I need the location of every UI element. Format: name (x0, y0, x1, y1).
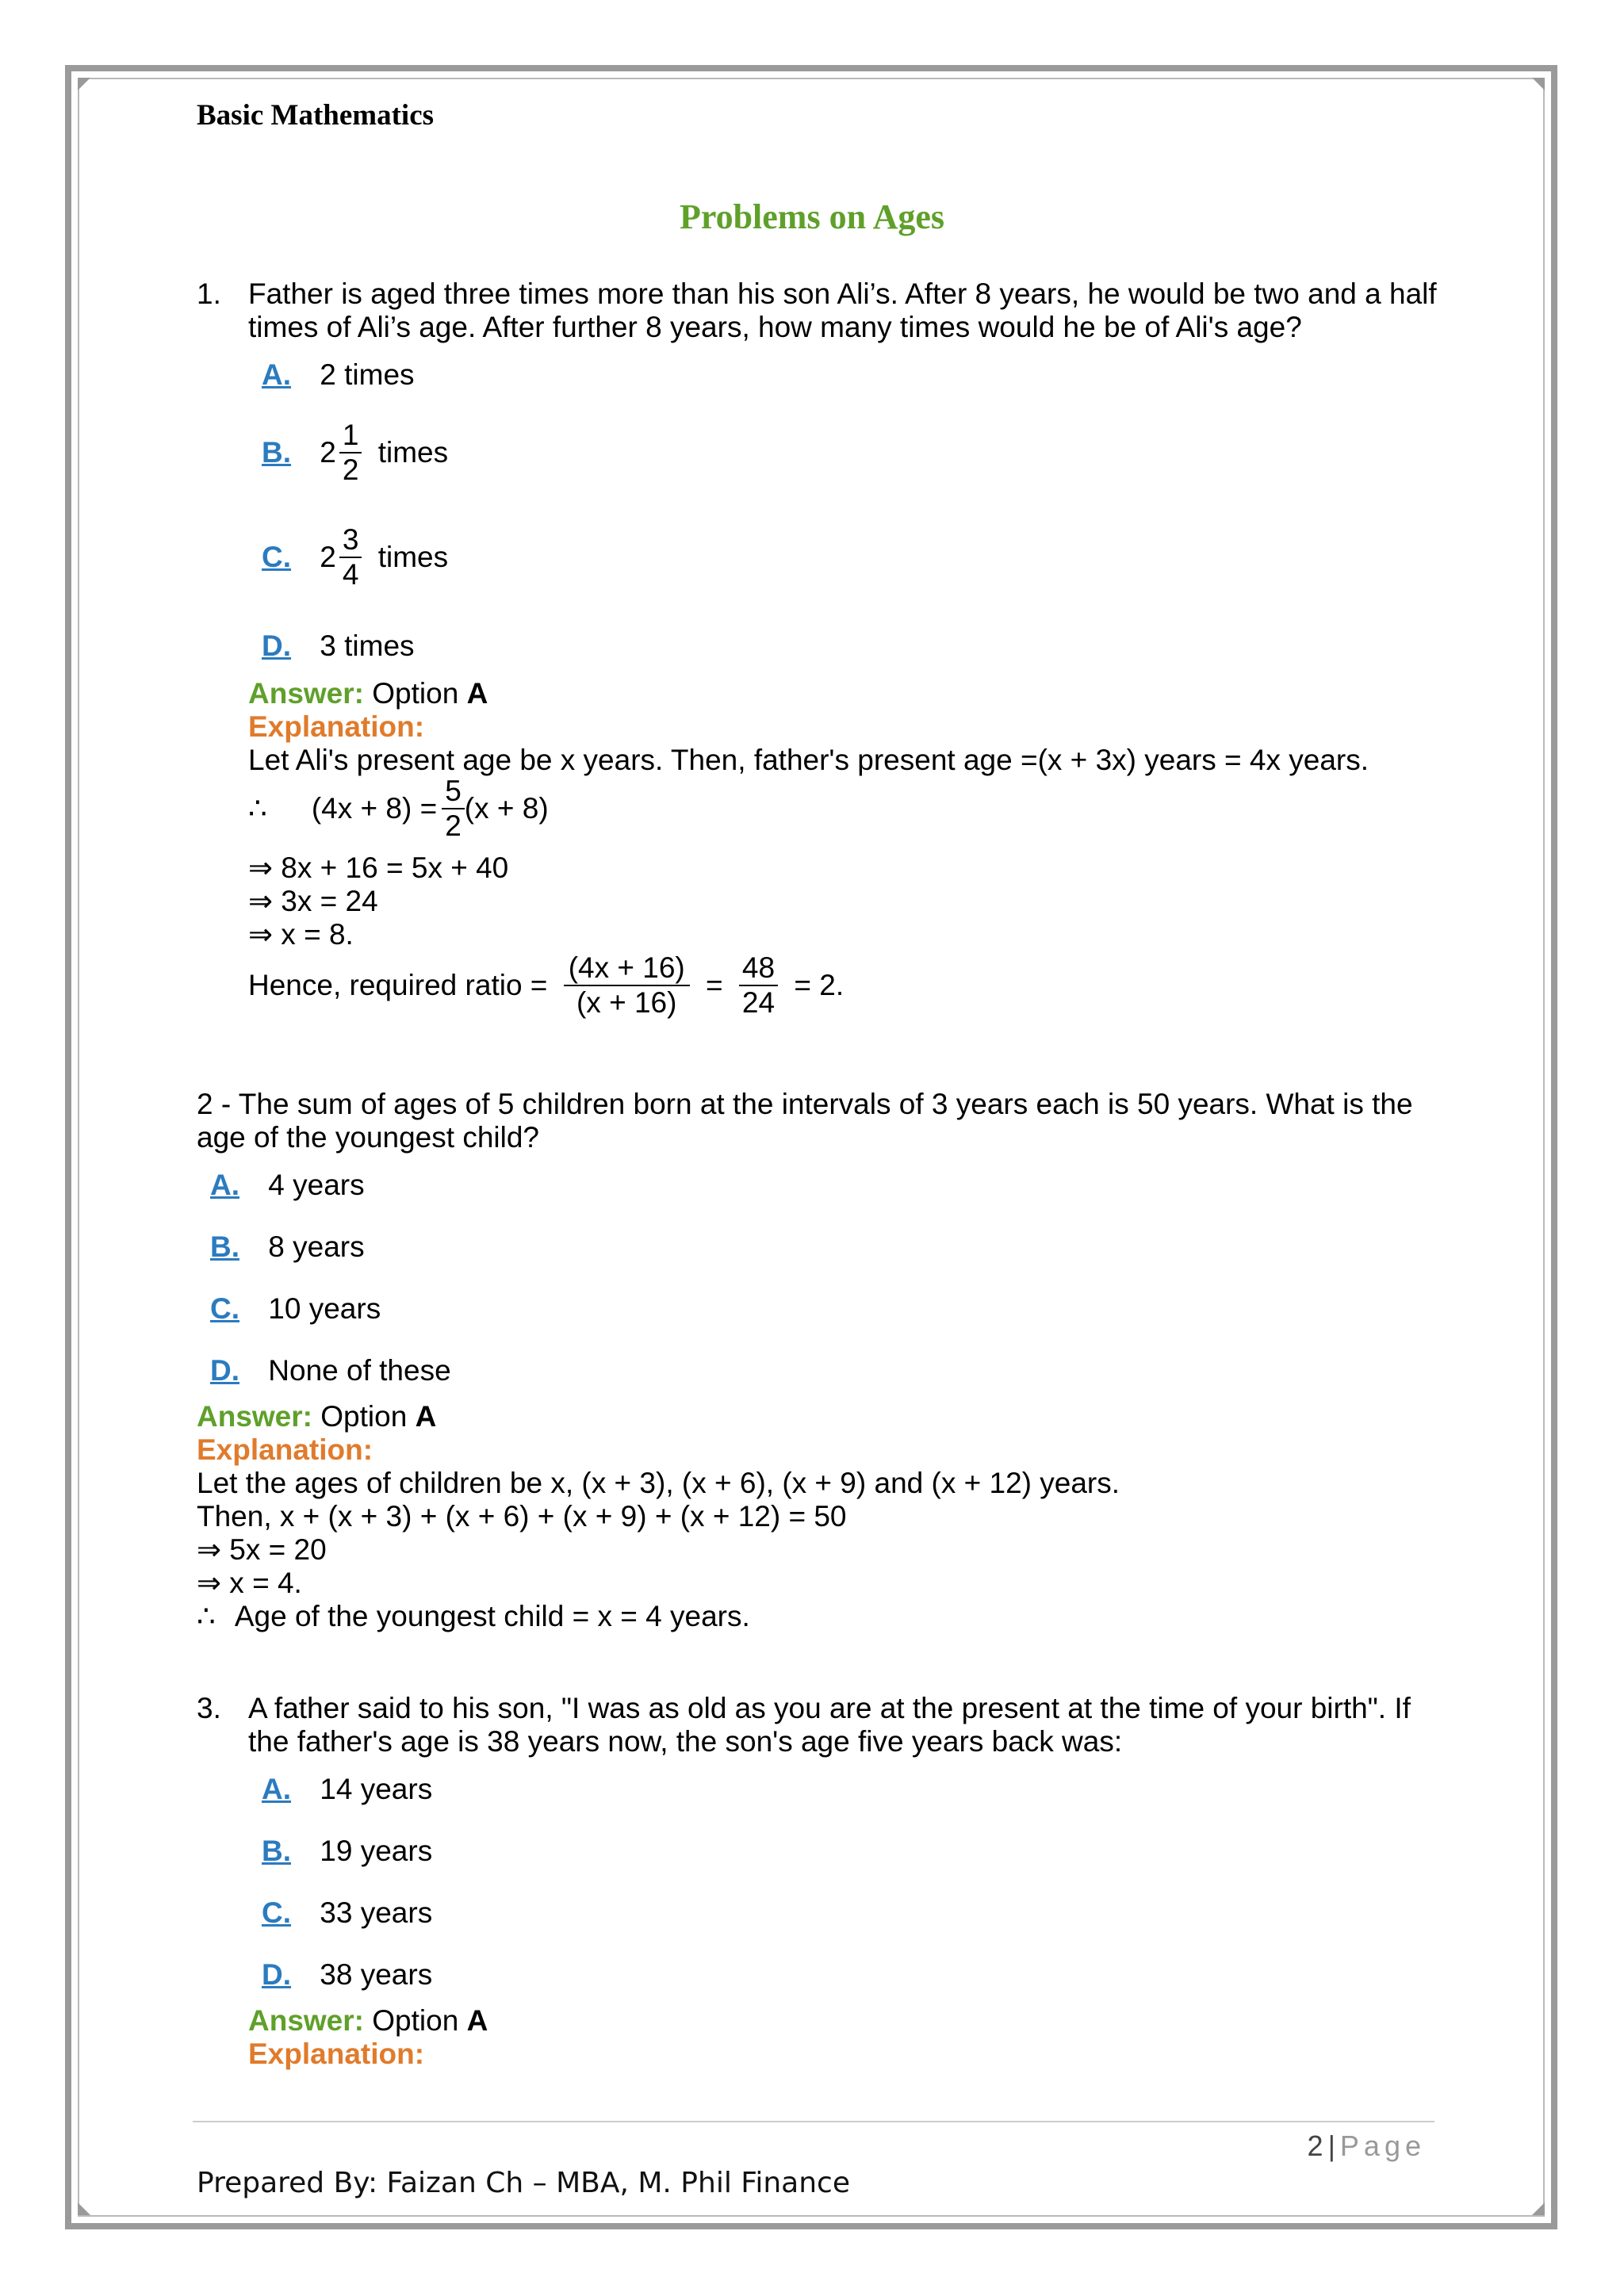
page-number (1308, 2130, 1426, 2163)
q1-text-line2: times of Ali’s age. After further 8 years, how many times would he be of Ali's age? (248, 311, 1302, 343)
q1-option-b-row[interactable] (262, 419, 448, 487)
q2-option-a-link[interactable]: A. (210, 1169, 239, 1201)
q3-option-c-row[interactable] (262, 1896, 432, 1930)
therefore-symbol: ∴ (197, 1599, 216, 1633)
q2-step1-text: 5x = 20 (229, 1533, 327, 1566)
q2-explanation-line2: Then, x + (x + 3) + (x + 6) + (x + 9) + (x + 12) = 50 (197, 1500, 847, 1533)
q1-answer (248, 677, 488, 710)
footer-divider (193, 2121, 1434, 2122)
q2-step2 (197, 1567, 302, 1600)
q3-explanation-label: Explanation: (248, 2038, 425, 2070)
corner-ornament-top-left (78, 78, 90, 90)
q1-option-c-row[interactable] (262, 523, 448, 591)
prepared-by: Prepared By: Faizan Ch – MBA, M. Phil Finance (197, 2167, 850, 2199)
corner-ornament-top-right (1532, 78, 1545, 90)
q2-answer (197, 1400, 436, 1433)
q1-ratio-equals: = (706, 969, 723, 1001)
q1-step3-text: x = 8. (281, 918, 354, 951)
q3-option-c-link[interactable]: C. (262, 1896, 291, 1929)
therefore-symbol: ∴ (248, 791, 267, 825)
q1-ratio-numerator2: 48 (739, 951, 778, 986)
q1-equation-denominator: 2 (445, 809, 462, 842)
q3-option-a-link[interactable]: A. (262, 1773, 291, 1805)
q1-ratio (248, 951, 844, 1020)
page-title: Problems on Ages (679, 197, 945, 236)
q3-option-d-row[interactable] (262, 1958, 432, 1992)
q1-ratio-fraction (564, 951, 690, 1020)
q2-option-b-link[interactable]: B. (210, 1230, 239, 1263)
q1-number: 1. (197, 277, 221, 310)
corner-ornament-bottom-left (78, 2202, 90, 2215)
q3-number: 3. (197, 1692, 221, 1724)
q1-step2 (248, 885, 378, 918)
implies-symbol: ⇒ (248, 917, 274, 951)
q2-step3-text: Age of the youngest child = x = 4 years. (234, 1600, 750, 1632)
q2-option-c-text: 10 years (268, 1292, 381, 1325)
q1-option-b-numerator: 1 (339, 419, 362, 453)
q2-answer-label: Answer: (197, 1400, 312, 1433)
q3-answer (248, 2004, 488, 2038)
q1-option-b-text: times (377, 436, 449, 469)
q1-step3 (248, 918, 354, 951)
q1-option-c-link[interactable]: C. (262, 541, 291, 573)
q1-option-c-whole: 2 (320, 541, 336, 573)
q1-ratio-denominator2: 24 (741, 986, 776, 1019)
q3-text-line1: A father said to his son, "I was as old as you are at the present at the time of your birth". If (248, 1692, 1411, 1724)
q1-equation-right: (x + 8) (464, 792, 549, 825)
page-number-separator: | (1327, 2130, 1335, 2162)
q2-answer-text: Option (320, 1400, 408, 1433)
q2-answer-letter: A (415, 1400, 437, 1433)
q3-text-line2: the father's age is 38 years now, the son's age five years back was: (248, 1725, 1123, 1758)
q1-answer-text: Option (372, 677, 459, 710)
q1-option-b-whole: 2 (320, 436, 336, 469)
q1-option-b-link[interactable]: B. (262, 436, 291, 469)
q3-answer-text: Option (372, 2004, 459, 2037)
q1-option-d-link[interactable]: D. (262, 629, 291, 662)
q1-step1 (248, 851, 508, 885)
q1-answer-letter: A (466, 677, 488, 710)
q3-option-a-text: 14 years (320, 1773, 433, 1805)
q1-option-c-numerator: 3 (339, 523, 362, 558)
q1-explanation-line1: Let Ali's present age be x years. Then, father's present age =(x + 3x) years = 4x years. (248, 744, 1369, 776)
q1-ratio-fraction2 (739, 951, 778, 1020)
q1-option-b-denominator: 2 (342, 453, 359, 486)
q2-step3 (197, 1600, 750, 1633)
q1-ratio-denominator: (x + 16) (576, 986, 677, 1019)
q1-option-a-link[interactable]: A. (262, 358, 291, 391)
q1-ratio-numerator: (4x + 16) (564, 951, 690, 986)
q2-option-d-link[interactable]: D. (210, 1354, 239, 1387)
q3-option-b-text: 19 years (320, 1835, 433, 1867)
q3-option-c-text: 33 years (320, 1896, 433, 1929)
q2-option-d-text: None of these (268, 1354, 451, 1387)
q1-option-a-row[interactable] (262, 358, 415, 392)
q2-option-c-row[interactable] (210, 1292, 381, 1326)
q1-option-d-row[interactable] (262, 629, 415, 663)
implies-symbol: ⇒ (248, 851, 274, 885)
q2-option-c-link[interactable]: C. (210, 1292, 239, 1325)
q2-option-a-text: 4 years (268, 1169, 365, 1201)
q1-step1-text: 8x + 16 = 5x + 40 (281, 851, 509, 884)
q1-ratio-label: Hence, required ratio = (248, 969, 548, 1001)
q1-equation-left: (4x + 8) = (311, 792, 438, 825)
q2-option-b-row[interactable] (210, 1230, 365, 1264)
q1-option-c-text: times (377, 541, 449, 573)
q2-step2-text: x = 4. (229, 1567, 302, 1599)
q1-equation-numerator: 5 (442, 775, 465, 809)
q2-step1 (197, 1533, 327, 1567)
page-header: Basic Mathematics (197, 99, 435, 132)
q1-step2-text: 3x = 24 (281, 885, 378, 917)
q1-option-c-denominator: 4 (342, 558, 359, 591)
q1-equation (248, 775, 549, 843)
page-word: Page (1339, 2130, 1426, 2162)
q1-ratio-result: = 2. (794, 969, 845, 1001)
q2-explanation-label: Explanation: (197, 1433, 373, 1466)
q1-equation-fraction (442, 775, 465, 843)
q1-option-b-fraction (339, 419, 362, 487)
q1-option-d-text: 3 times (320, 629, 415, 662)
q3-option-d-text: 38 years (320, 1958, 433, 1991)
page-number-value: 2 (1307, 2130, 1323, 2162)
q2-text-line2: age of the youngest child? (197, 1121, 539, 1154)
q3-answer-letter: A (466, 2004, 488, 2037)
implies-symbol: ⇒ (197, 1533, 222, 1567)
q2-text-line1: 2 - The sum of ages of 5 children born at the intervals of 3 years each is 50 years. What is the (197, 1088, 1413, 1120)
q3-option-a-row[interactable] (262, 1773, 432, 1806)
q1-option-c-fraction (339, 523, 362, 591)
q3-option-b-row[interactable] (262, 1835, 432, 1868)
q3-answer-label: Answer: (248, 2004, 364, 2037)
q2-option-a-row[interactable] (210, 1169, 365, 1202)
q1-explanation-label: Explanation: (248, 710, 425, 743)
q3-option-d-link[interactable]: D. (262, 1958, 291, 1991)
implies-symbol: ⇒ (248, 884, 274, 918)
q1-answer-label: Answer: (248, 677, 364, 710)
q2-option-b-text: 8 years (268, 1230, 365, 1263)
q2-option-d-row[interactable] (210, 1354, 451, 1387)
q2-explanation-line1: Let the ages of children be x, (x + 3), (x + 6), (x + 9) and (x + 12) years. (197, 1467, 1120, 1499)
q1-text-line1: Father is aged three times more than his son Ali’s. After 8 years, he would be two and a half (248, 277, 1437, 310)
q1-option-a-text: 2 times (320, 358, 415, 391)
q3-option-b-link[interactable]: B. (262, 1835, 291, 1867)
corner-ornament-bottom-right (1532, 2202, 1545, 2215)
implies-symbol: ⇒ (197, 1566, 222, 1600)
